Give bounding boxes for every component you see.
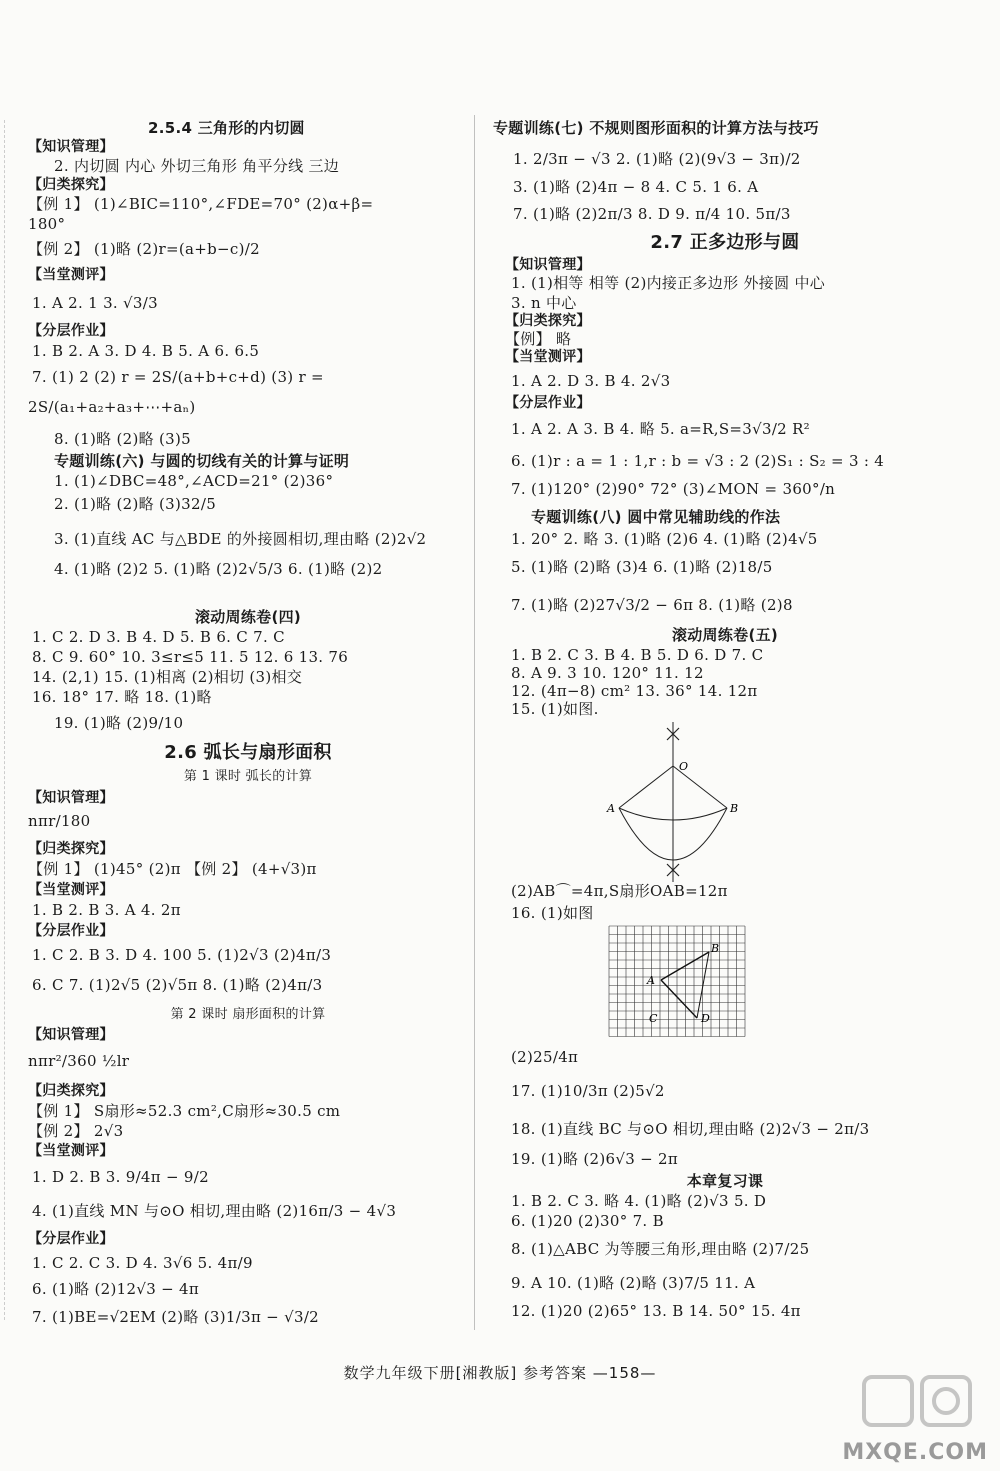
tag-homework: 【分层作业】 <box>28 1231 114 1247</box>
answer-line: 1. C 2. B 3. D 4. 100 5. (1)2√3 (2)4π/3 <box>32 946 332 964</box>
answer-line: 7. (1)略 (2)2π/3 8. D 9. π/4 10. 5π/3 <box>513 205 791 223</box>
answer-line: 2. 内切圆 内心 外切三角形 角平分线 三边 <box>54 157 340 175</box>
answer-line: 1. B 2. C 3. B 4. B 5. D 6. D 7. C <box>511 646 764 664</box>
answer-line: 【例 2】 2√3 <box>28 1122 124 1140</box>
section-heading: 专题训练(六) 与圆的切线有关的计算与证明 <box>54 452 350 470</box>
tag-knowledge: 【知识管理】 <box>505 257 591 273</box>
page-footer: 数学九年级下册[湘教版] 参考答案 —158— <box>343 1364 657 1382</box>
answer-line: 【例 1】 (1)45° (2)π 【例 2】 (4+√3)π <box>28 860 317 878</box>
tag-knowledge: 【知识管理】 <box>28 790 114 806</box>
answer-line: 9. A 10. (1)略 (2)略 (3)7/5 11. A <box>511 1274 756 1292</box>
label-c: C <box>649 1012 658 1025</box>
tag-test: 【当堂测评】 <box>28 882 114 898</box>
answer-line: 18. (1)直线 BC 与⊙O 相切,理由略 (2)2√3 − 2π/3 <box>511 1120 870 1138</box>
answer-line: 4. (1)直线 MN 与⊙O 相切,理由略 (2)16π/3 − 4√3 <box>32 1202 397 1220</box>
answer-line: 12. (1)20 (2)65° 13. B 14. 50° 15. 4π <box>511 1302 801 1320</box>
answer-line: 15. (1)如图. <box>511 700 599 718</box>
section-heading: 滚动周练卷(五) <box>671 626 779 644</box>
answer-line: 6. (1)略 (2)12√3 − 4π <box>32 1280 200 1298</box>
label-o: O <box>679 760 689 773</box>
answer-line: 6. (1)20 (2)30° 7. B <box>511 1212 664 1230</box>
tag-homework: 【分层作业】 <box>28 923 114 939</box>
answer-line: 7. (1)BE=√2EM (2)略 (3)1/3π − √3/2 <box>32 1308 320 1326</box>
answer-line: 1. (1)相等 相等 (2)内接正多边形 外接圆 中心 <box>511 274 826 292</box>
tag-homework: 【分层作业】 <box>505 395 591 411</box>
tag-explore: 【归类探究】 <box>28 841 114 857</box>
column-divider <box>474 115 475 1330</box>
tag-explore: 【归类探究】 <box>28 177 114 193</box>
answer-line: 【例】 略 <box>505 330 572 348</box>
answer-line: nπr²/360 ½lr <box>28 1052 130 1070</box>
answer-line: 1. B 2. C 3. 略 4. (1)略 (2)√3 5. D <box>511 1192 767 1210</box>
answer-line: 17. (1)10/3π (2)5√2 <box>511 1082 665 1100</box>
answer-line: 8. C 9. 60° 10. 3≤r≤5 11. 5 12. 6 13. 76 <box>32 648 349 666</box>
section-heading: 专题训练(八) 圆中常见辅助线的作法 <box>531 508 781 526</box>
lesson-subheading: 第 1 课时 弧长的计算 <box>183 769 313 784</box>
answer-line: 1. C 2. D 3. B 4. D 5. B 6. C 7. C <box>32 628 285 646</box>
answer-line: 8. A 9. 3 10. 120° 11. 12 <box>511 664 704 682</box>
answer-line: 【例 1】 S扇形≈52.3 cm²,C扇形≈30.5 cm <box>28 1102 341 1120</box>
section-heading: 专题训练(七) 不规则图形面积的计算方法与技巧 <box>493 119 819 137</box>
answer-line: 16. (1)如图 <box>511 904 594 922</box>
answer-line: 1. C 2. C 3. D 4. 3√6 5. 4π/9 <box>32 1254 253 1272</box>
answer-line: 1. B 2. A 3. D 4. B 5. A 6. 6.5 <box>32 342 260 360</box>
answer-line: 1. 2/3π − √3 2. (1)略 (2)(9√3 − 3π)/2 <box>513 150 801 168</box>
answer-line: 7. (1)略 (2)27√3/2 − 6π 8. (1)略 (2)8 <box>511 596 793 614</box>
label-d: D <box>701 1012 710 1025</box>
section-heading: 2.7 正多边形与圆 <box>650 232 800 253</box>
answer-line: 1. A 2. A 3. B 4. 略 5. a=R,S=3√3/2 R² <box>511 420 810 438</box>
binding-edge <box>4 120 7 1320</box>
answer-line: (2)AB⌒=4π,S扇形OAB=12π <box>511 882 728 900</box>
label-b: B <box>730 802 739 815</box>
answer-line: 6. C 7. (1)2√5 (2)√5π 8. (1)略 (2)4π/3 <box>32 976 323 994</box>
answer-line: 1. D 2. B 3. 9/4π − 9/2 <box>32 1168 209 1186</box>
answer-line: 6. (1)r : a = 1 : 1,r : b = √3 : 2 (2)S₁ : S₂ = 3 : 4 <box>511 452 885 470</box>
tag-knowledge: 【知识管理】 <box>28 1027 114 1043</box>
answer-line: 3. n 中心 <box>511 294 577 312</box>
answer-line: nπr/180 <box>28 812 91 830</box>
tag-explore: 【归类探究】 <box>28 1083 114 1099</box>
section-heading: 本章复习课 <box>686 1172 764 1190</box>
answer-line: 【例 2】 (1)略 (2)r=(a+b−c)/2 <box>28 240 260 258</box>
answer-line: 【例 1】 (1)∠BIC=110°,∠FDE=70° (2)α+β= <box>28 195 374 213</box>
answer-line: 1. 20° 2. 略 3. (1)略 (2)6 4. (1)略 (2)4√5 <box>511 530 818 548</box>
answer-line: 3. (1)略 (2)4π − 8 4. C 5. 1 6. A <box>513 178 759 196</box>
answer-line: 2. (1)略 (2)略 (3)32/5 <box>54 495 217 513</box>
figure-16-grid <box>605 922 755 1040</box>
answer-line: 14. (2,1) 15. (1)相离 (2)相切 (3)相交 <box>32 668 303 686</box>
section-heading: 滚动周练卷(四) <box>194 608 302 626</box>
tag-test: 【当堂测评】 <box>505 349 591 365</box>
left-column <box>28 0 468 1400</box>
tag-test: 【当堂测评】 <box>28 1143 114 1159</box>
label-a: A <box>647 974 655 987</box>
answer-line: 3. (1)直线 AC 与△BDE 的外接圆相切,理由略 (2)2√2 <box>54 530 427 548</box>
answer-line: 7. (1)120° (2)90° 72° (3)∠MON = 360°/n <box>511 480 836 498</box>
watermark-text: MXQE.COM <box>842 1440 988 1465</box>
answer-line: (2)25/4π <box>511 1048 579 1066</box>
answer-line: 8. (1)△ABC 为等腰三角形,理由略 (2)7/25 <box>511 1240 810 1258</box>
tag-knowledge: 【知识管理】 <box>28 139 114 155</box>
label-a: A <box>607 802 615 815</box>
answer-line: 12. (4π−8) cm² 13. 36° 14. 12π <box>511 682 758 700</box>
answer-line: 1. A 2. D 3. B 4. 2√3 <box>511 372 671 390</box>
section-heading: 2.5.4 三角形的内切圆 <box>148 119 305 137</box>
answer-line: 8. (1)略 (2)略 (3)5 <box>54 430 192 448</box>
section-heading: 2.6 弧长与扇形面积 <box>164 742 332 763</box>
answer-line: 19. (1)略 (2)6√3 − 2π <box>511 1150 679 1168</box>
answer-line: 4. (1)略 (2)2 5. (1)略 (2)2√5/3 6. (1)略 (2)2 <box>54 560 383 578</box>
tag-explore: 【归类探究】 <box>505 313 591 329</box>
lesson-subheading: 第 2 课时 扇形面积的计算 <box>170 1007 326 1022</box>
answer-line: 5. (1)略 (2)略 (3)4 6. (1)略 (2)18/5 <box>511 558 773 576</box>
tag-test: 【当堂测评】 <box>28 267 114 283</box>
answer-line: 16. 18° 17. 略 18. (1)略 <box>32 688 212 706</box>
label-b: B <box>711 942 720 955</box>
answer-line: 7. (1) 2 (2) r = 2S/(a+b+c+d) (3) r = <box>32 368 324 386</box>
answer-line: 180° <box>28 215 66 233</box>
answer-line: 2S/(a₁+a₂+a₃+⋯+aₙ) <box>28 398 196 416</box>
answer-line: 19. (1)略 (2)9/10 <box>54 714 184 732</box>
answer-line: 1. A 2. 1 3. √3/3 <box>32 294 158 312</box>
tag-homework: 【分层作业】 <box>28 323 114 339</box>
answer-line: 1. (1)∠DBC=48°,∠ACD=21° (2)36° <box>54 472 334 490</box>
answer-line: 1. B 2. B 3. A 4. 2π <box>32 901 181 919</box>
figure-15-construction <box>605 722 755 882</box>
